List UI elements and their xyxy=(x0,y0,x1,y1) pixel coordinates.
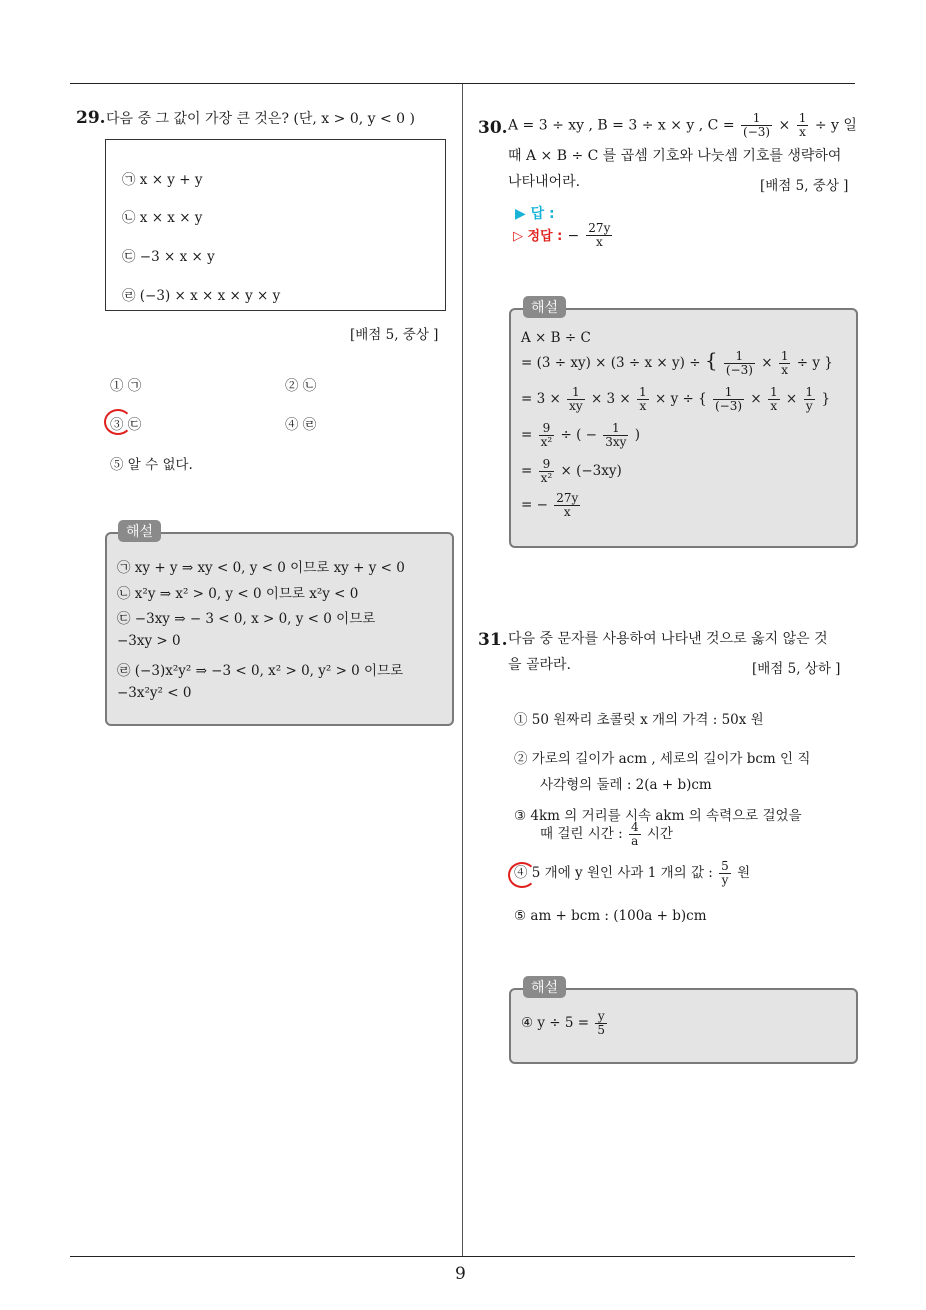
q30-correct-frac: $\frac{27y}{x}$ xyxy=(588,221,611,249)
q30-line1 xyxy=(508,112,857,139)
q31-solution-box xyxy=(509,988,858,1064)
q30-sol-line-6: = − $\frac{27y}{x}$ xyxy=(521,491,579,519)
q29-solution-box xyxy=(105,532,454,726)
q31-choice-2-line2: 사각형의 둘레 : 2(a + b)cm xyxy=(540,777,712,793)
q31-choice-4[interactable]: ④ 5 개에 y 원인 사과 1 개의 값 : $\frac{5}{y}$ 원 xyxy=(514,859,751,887)
q29-number: 29. xyxy=(76,108,106,128)
q29-item-3: ㉢ −3 × x × y xyxy=(122,249,215,265)
q29-sol-line-1: ㉠ xy + y ⇒ xy < 0, y < 0 이므로 xy + y < 0 xyxy=(117,560,405,576)
q31-solution-label: 해설 xyxy=(523,976,566,998)
q31-sol-line: ④ y ÷ 5 = $\frac{y}{5}$ xyxy=(521,1009,606,1037)
q29-sol-line-6: −3x²y² < 0 xyxy=(117,685,192,701)
q29-item-4: ㉣ (−3) × x × x × y × y xyxy=(122,288,281,304)
q30-sol-line-1: A × B ÷ C xyxy=(521,330,591,346)
q29-item-2: ㉡ x × x × y xyxy=(122,210,203,226)
q30-correct-row xyxy=(513,222,614,249)
q29-sol-line-2: ㉡ x²y ⇒ x² > 0, y < 0 이므로 x²y < 0 xyxy=(117,586,359,602)
q29-choice-4[interactable]: ④ ㉣ xyxy=(285,417,317,433)
q29-text: 다음 중 그 값이 가장 큰 것은? (단, x > 0, y < 0 ) xyxy=(106,111,416,127)
q29-item-1: ㉠ x × y + y xyxy=(122,172,203,188)
q31-choice-1[interactable]: ① 50 원짜리 초콜릿 x 개의 가격 : 50x 원 xyxy=(514,712,764,728)
bottom-rule xyxy=(70,1256,855,1257)
q30-score: [배점 5, 중상 ] xyxy=(760,178,849,194)
q30-line2: 때 A × B ÷ C 를 곱셈 기호와 나눗셈 기호를 생략하여 xyxy=(508,148,842,164)
q31-line2: 을 골라라. xyxy=(508,657,571,673)
q29-sol-line-5: ㉣ (−3)x²y² ⇒ −3 < 0, x² > 0, y² > 0 이므로 xyxy=(117,663,404,679)
q31-choice-3-line2: 때 걸린 시간 : $\frac{4}{a}$ 시간 xyxy=(540,820,673,848)
q31-line1: 다음 중 문자를 사용하여 나타낸 것으로 옳지 않은 것 xyxy=(508,631,828,647)
q31-choice-5[interactable]: ⑤ am + bcm : (100a + b)cm xyxy=(514,908,707,924)
q30-solution-label: 해설 xyxy=(523,296,566,318)
q30-sol-line-4: = $\frac{9}{\text{x²}}$ ÷ ( − $\frac{1}{3xy}$ ) xyxy=(521,421,641,449)
q30-line1-a: A = 3 ÷ xy , B = 3 ÷ x × y , C = xyxy=(508,117,735,134)
q30-line1-b: ÷ y 일 xyxy=(814,117,857,134)
q30-sol-line-3: = 3 × $\frac{1}{xy}$ × 3 × $\frac{1}{x}$ × y ÷ { $\frac{1}{(-3)}$ × $\frac{1}{x}$ × $\frac{1}{y}$ } xyxy=(521,385,831,413)
q30-sol-line-5: = $\frac{9}{\text{x²}}$ × (−3xy) xyxy=(521,457,622,485)
q31-choice-3-line1[interactable]: ③ 4km 의 거리를 시속 akm 의 속력으로 걸었을 xyxy=(514,808,802,824)
q29-choice-1[interactable]: ① ㉠ xyxy=(110,378,142,394)
page-number: 9 xyxy=(455,1264,466,1284)
q29-solution-label: 해설 xyxy=(118,520,161,542)
q29-item-box xyxy=(105,139,446,311)
q29-choice-3[interactable]: ③ ㉢ xyxy=(110,417,142,433)
q29-score: [배점 5, 중상 ] xyxy=(350,327,439,343)
q29-choice-5[interactable]: ⑤ 알 수 없다. xyxy=(110,457,193,473)
q30-correct-label: ▷ 정답 : xyxy=(513,229,563,244)
q31-choice-2-line1[interactable]: ② 가로의 길이가 acm , 세로의 길이가 bcm 인 직 xyxy=(514,751,811,767)
q30-sol-line-2: = (3 ÷ xy) × (3 ÷ x × y) ÷ { $\frac{1}{(-3)}$ × $\frac{1}{x}$ ÷ y } xyxy=(521,348,833,377)
q30-frac1: $\frac{1}{(-3)}$ xyxy=(743,111,771,139)
q30-solution-box xyxy=(509,308,858,548)
column-divider xyxy=(462,84,463,1256)
q30-times: × xyxy=(778,117,791,134)
q31-number: 31. xyxy=(478,630,508,650)
q29-sol-line-4: −3xy > 0 xyxy=(117,633,181,649)
q31-score: [배점 5, 상하 ] xyxy=(752,661,841,677)
q30-line3: 나타내어라. xyxy=(508,174,581,190)
q30-answer-label: ▶ 답 : xyxy=(515,206,555,222)
q29-sol-line-3: ㉢ −3xy ⇒ − 3 < 0, x > 0, y < 0 이므로 xyxy=(117,611,376,627)
q30-correct-sign: − xyxy=(567,228,580,244)
q29-choice-2[interactable]: ② ㉡ xyxy=(285,378,317,394)
q30-frac2: $\frac{1}{x}$ xyxy=(798,111,807,139)
q30-number: 30. xyxy=(478,118,508,138)
